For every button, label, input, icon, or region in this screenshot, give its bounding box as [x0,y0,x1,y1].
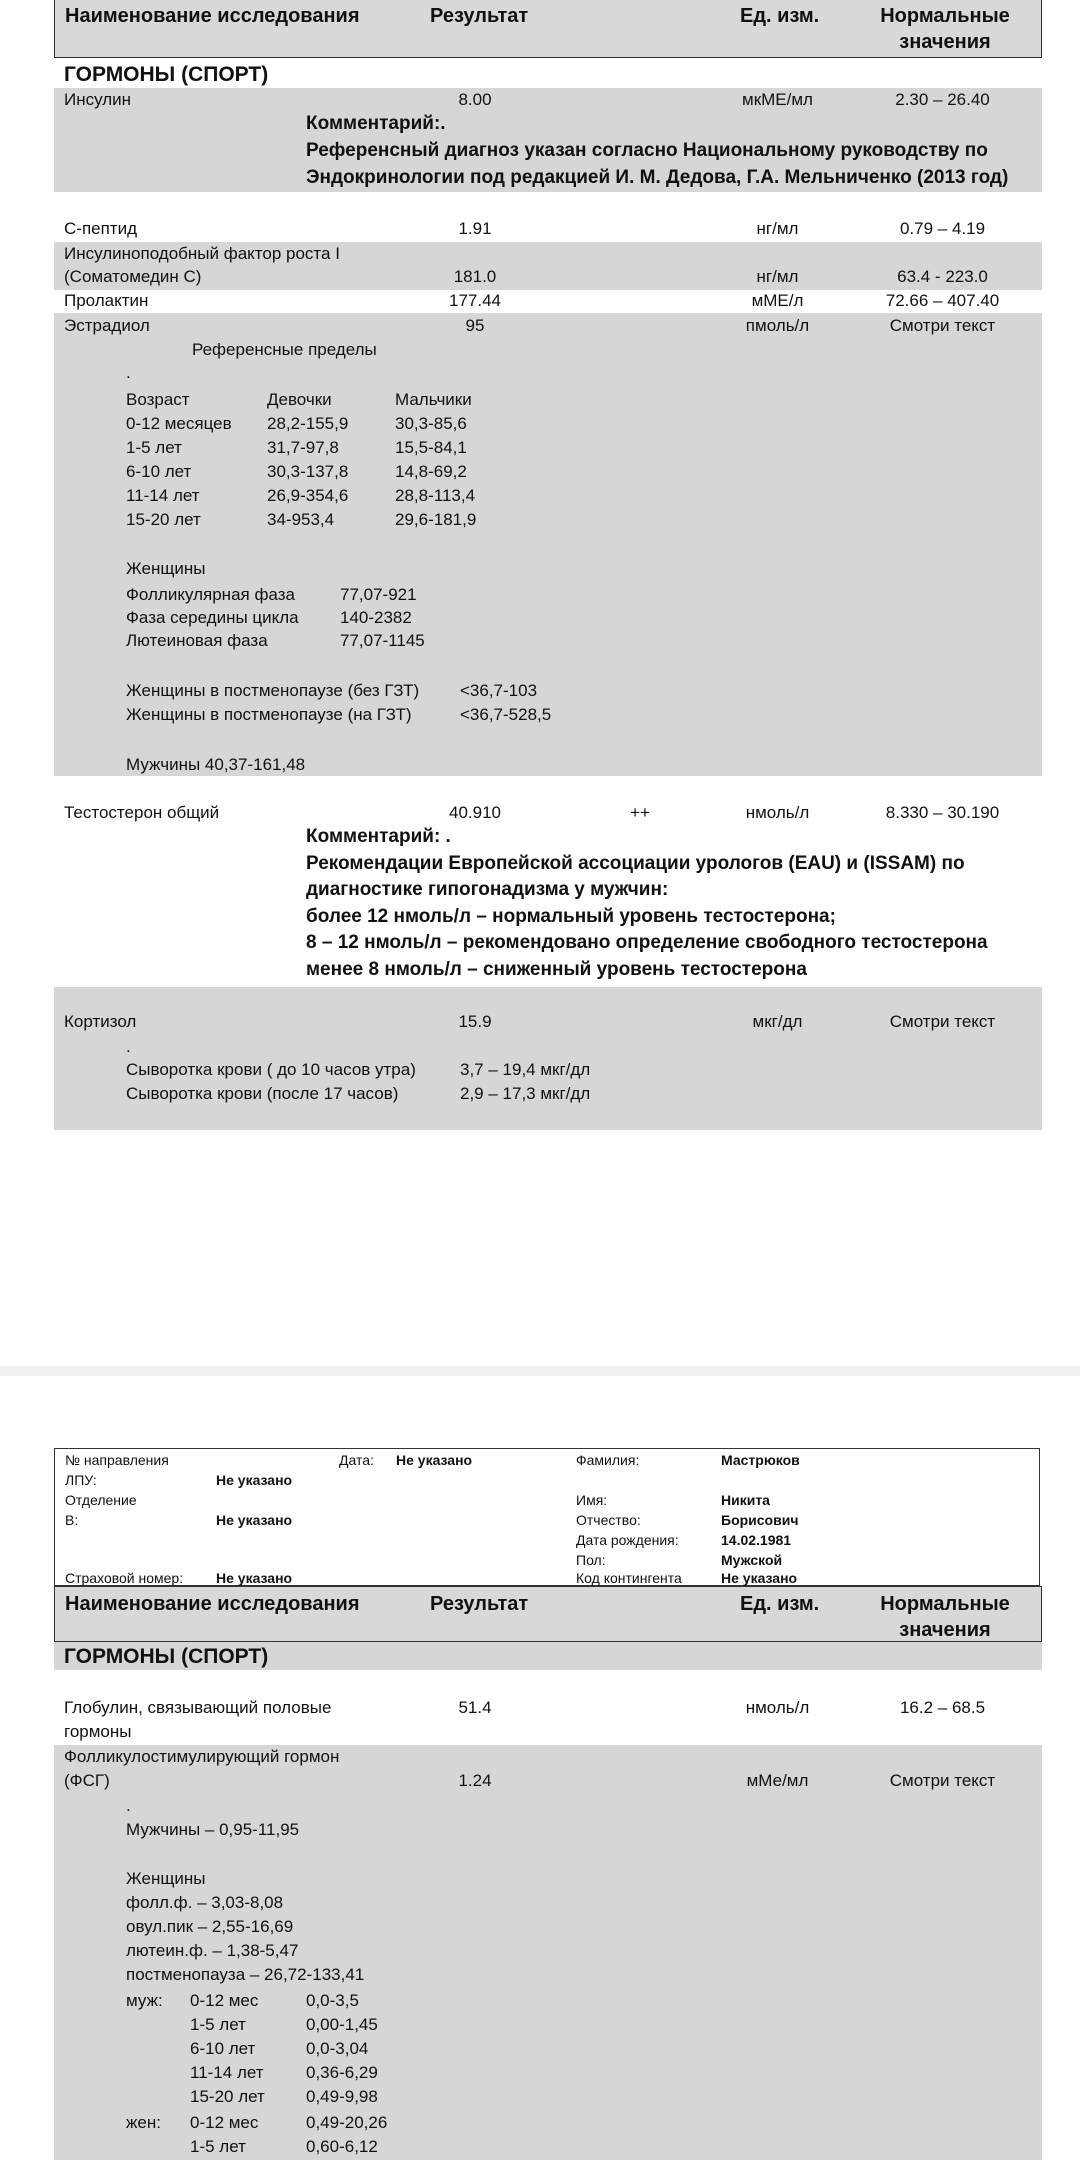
estradiol-postmeno-value: <36,7-528,5 [460,705,552,724]
estradiol-boys-cell: 30,3-85,6 [395,414,467,433]
igf-norm: 63.4 - 223.0 [897,267,988,286]
fsh-male-age: 0-12 мес [190,1991,259,2010]
fsh-result: 1.24 [458,1771,492,1790]
estradiol-phase-label: Фаза середины цикла [126,608,299,627]
fsh-male-age: 15-20 лет [190,2087,265,2106]
insulin-result: 8.00 [458,90,492,109]
fsh-name-line1: Фолликулостимулирующий гормон [64,1747,340,1766]
estradiol-girls-cell: 26,9-354,6 [267,486,349,505]
testosterone-comment-line: диагностике гипогонадизма у мужчин: [306,879,669,900]
fsh-male-age: 11-14 лет [190,2063,264,2082]
cortisol-ref-label: Сыворотка крови ( до 10 часов утра) [126,1060,416,1079]
insulin-unit: мкМЕ/мл [742,90,813,109]
header-norm-line1: Нормальные [880,1593,1010,1615]
fsh-men: Мужчины – 0,95-11,95 [126,1820,300,1839]
estradiol-postmeno-label: Женщины в постменопаузе (без ГЗТ) [126,681,420,700]
fsh-male-value: 0,00-1,45 [306,2015,378,2034]
insulin-comment-title: Комментарий:. [306,113,446,134]
fsh-male-value: 0,0-3,5 [306,1991,359,2010]
estradiol-men: Мужчины 40,37-161,48 [126,755,306,774]
header-name: Наименование исследования [65,1593,360,1615]
shbg-norm: 16.2 – 68.5 [899,1698,986,1717]
fsh-male-age: 1-5 лет [190,2015,246,2034]
cortisol-unit: мкг/дл [752,1012,803,1031]
estradiol-postmeno-label: Женщины в постменопаузе (на ГЗТ) [126,705,412,724]
fsh-norm: Смотри текст [889,1771,996,1790]
estradiol-girls-cell: 34-953,4 [267,510,335,529]
estradiol-unit: пмоль/л [745,316,810,335]
fsh-male-age: 6-10 лет [190,2039,256,2058]
estradiol-age-cell: 15-20 лет [126,510,201,529]
first-name-label: Имя: [576,1492,608,1508]
fsh-female-age: 0-12 мес [190,2113,259,2132]
section-title: ГОРМОНЫ (СПОРТ) [64,1645,269,1668]
estradiol-phase-label: Фолликулярная фаза [126,585,295,604]
estradiol-age-cell: 1-5 лет [126,438,182,457]
estradiol-boys-cell: 29,6-181,9 [395,510,477,529]
fsh-women-title: Женщины [126,1869,206,1888]
report-page-2 [0,1376,1080,2160]
header-result: Результат [430,5,529,27]
cortisol-ref-value: 3,7 – 19,4 мкг/дл [460,1060,591,1079]
fsh-female-label: жен: [126,2113,161,2132]
department-label: Отделение [65,1492,137,1508]
fsh-women-row: постменопауза – 26,72-133,41 [126,1965,365,1984]
patronymic-value: Борисович [721,1512,799,1528]
shbg-result: 51.4 [458,1698,492,1717]
fsh-women-row: лютеин.ф. – 1,38-5,47 [126,1941,299,1960]
insulin-name: Инсулин [64,90,132,109]
header-result: Результат [430,1593,529,1615]
date-label: Дата: [339,1452,374,1468]
prolactin-result: 177.44 [449,291,501,310]
cortisol-result: 15.9 [458,1012,492,1031]
cpeptide-result: 1.91 [458,219,492,238]
estradiol-name: Эстрадиол [64,316,150,335]
patronymic-label: Отчество: [576,1512,641,1528]
fsh-male-label: муж: [126,1991,163,2010]
estradiol-age-cell: 6-10 лет [126,462,192,481]
igf-name-line2: (Соматомедин С) [64,267,202,286]
patient-info-box [54,1448,1040,1586]
testosterone-comment-line: Комментарий: . [306,826,451,847]
estradiol-age-cell: 0-12 месяцев [126,414,232,433]
header-name: Наименование исследования [65,5,360,27]
contingent-label: Код контингента [576,1570,682,1586]
shbg-name-line2: гормоны [64,1722,132,1741]
cortisol-name: Кортизол [64,1012,137,1031]
testosterone-comment-line: 8 – 12 нмоль/л – рекомендовано определение свободного тестостерона [306,932,988,953]
header-norm-line2: значения [899,31,991,53]
cpeptide-norm: 0.79 – 4.19 [899,219,986,238]
insulin-comment-line: Эндокринологии под редакцией И. М. Дедова, Г.А. Мельниченко (2013 год) [306,167,1009,188]
referral-label: № направления [65,1452,169,1468]
cortisol-norm: Смотри текст [889,1012,996,1031]
fsh-name-line2: (ФСГ) [64,1771,110,1790]
estradiol-women-title: Женщины [126,559,206,578]
igf-unit: нг/мл [756,267,799,286]
cpeptide-name: С-пептид [64,219,138,238]
v-label: В: [65,1512,79,1528]
estradiol-postmeno-value: <36,7-103 [460,681,538,700]
sex-label: Пол: [576,1552,606,1568]
contingent-value: Не указано [721,1570,798,1586]
insurance-value: Не указано [216,1570,293,1586]
estradiol-norm: Смотри текст [889,316,996,335]
shbg-name-line1: Глобулин, связывающий половые [64,1698,332,1717]
estradiol-boys-header: Мальчики [395,390,472,409]
estradiol-girls-header: Девочки [267,390,332,409]
surname-label: Фамилия: [576,1452,640,1468]
cpeptide-unit: нг/мл [756,219,799,238]
testosterone-name: Тестостерон общий [64,803,220,822]
testosterone-result: 40.910 [449,803,501,822]
estradiol-girls-cell: 30,3-137,8 [267,462,349,481]
birth-date-label: Дата рождения: [576,1532,679,1548]
insulin-comment-line: Референсный диагноз указан согласно Национальному руководству по [306,140,988,161]
estradiol-result: 95 [465,316,485,335]
header-norm-line2: значения [899,1619,991,1641]
fsh-women-row: фолл.ф. – 3,03-8,08 [126,1893,284,1912]
estradiol-age-cell: 11-14 лет [126,486,200,505]
igf-name-line1: Инсулиноподобный фактор роста I [64,244,340,263]
insurance-label: Страховой номер: [65,1570,184,1586]
page-separator [0,1366,1080,1376]
header-norm-line1: Нормальные [880,5,1010,27]
estradiol-phase-value: 77,07-1145 [340,631,425,650]
estradiol-age-header: Возраст [126,390,190,409]
testosterone-unit: нмоль/л [745,803,810,822]
estradiol-dot: . [126,363,131,382]
fsh-male-value: 0,36-6,29 [306,2063,378,2082]
sex-value: Мужской [721,1552,783,1568]
fsh-dot: . [126,1796,131,1815]
testosterone-comment-line: Рекомендации Европейской ассоциации урологов (EAU) и (ISSAM) по [306,852,965,874]
prolactin-norm: 72.66 – 407.40 [885,291,1000,310]
estradiol-boys-cell: 14,8-69,2 [395,462,467,481]
estradiol-phase-value: 77,07-921 [340,585,417,604]
prolactin-unit: мМЕ/л [751,291,804,310]
fsh-male-value: 0,49-9,98 [306,2087,378,2106]
date-value: Не указано [396,1452,473,1468]
testosterone-comment-line: менее 8 нмоль/л – сниженный уровень тестостерона [306,958,807,980]
estradiol-girls-cell: 31,7-97,8 [267,438,339,457]
fsh-unit: мМе/мл [746,1771,809,1790]
cortisol-ref-value: 2,9 – 17,3 мкг/дл [460,1084,591,1103]
fsh-female-value: 0,60-6,12 [306,2137,378,2156]
header-unit: Ед. изм. [740,5,820,27]
first-name-value: Никита [721,1492,770,1508]
estradiol-boys-cell: 15,5-84,1 [395,438,467,457]
lpu-label: ЛПУ: [65,1472,97,1488]
fsh-female-value: 0,49-20,26 [306,2113,388,2132]
estradiol-ref-title: Референсные пределы [192,340,377,359]
shbg-unit: нмоль/л [745,1698,810,1717]
fsh-female-age: 1-5 лет [190,2137,246,2156]
estradiol-phase-value: 140-2382 [340,608,412,627]
prolactin-name: Пролактин [64,291,149,310]
header-unit: Ед. изм. [740,1593,820,1615]
testosterone-comment-line: более 12 нмоль/л – нормальный уровень тестостерона; [306,905,836,927]
surname-value: Мастрюков [721,1452,800,1468]
section-title: ГОРМОНЫ (СПОРТ) [64,63,269,86]
v-value: Не указано [216,1512,293,1528]
birth-date-value: 14.02.1981 [721,1532,792,1548]
fsh-women-row: овул.пик – 2,55-16,69 [126,1917,294,1936]
testosterone-flag: ++ [630,803,650,822]
cortisol-dot: . [126,1037,131,1056]
insulin-norm: 2.30 – 26.40 [895,90,990,109]
cortisol-ref-label: Сыворотка крови (после 17 часов) [126,1084,399,1103]
estradiol-phase-label: Лютеиновая фаза [126,631,268,650]
estradiol-boys-cell: 28,8-113,4 [395,486,476,505]
table-header [54,0,1042,58]
estradiol-girls-cell: 28,2-155,9 [267,414,349,433]
table-header [54,1586,1042,1642]
testosterone-norm: 8.330 – 30.190 [885,803,1000,822]
igf-result: 181.0 [453,267,497,286]
lpu-value: Не указано [216,1472,293,1488]
fsh-male-value: 0,0-3,04 [306,2039,369,2058]
